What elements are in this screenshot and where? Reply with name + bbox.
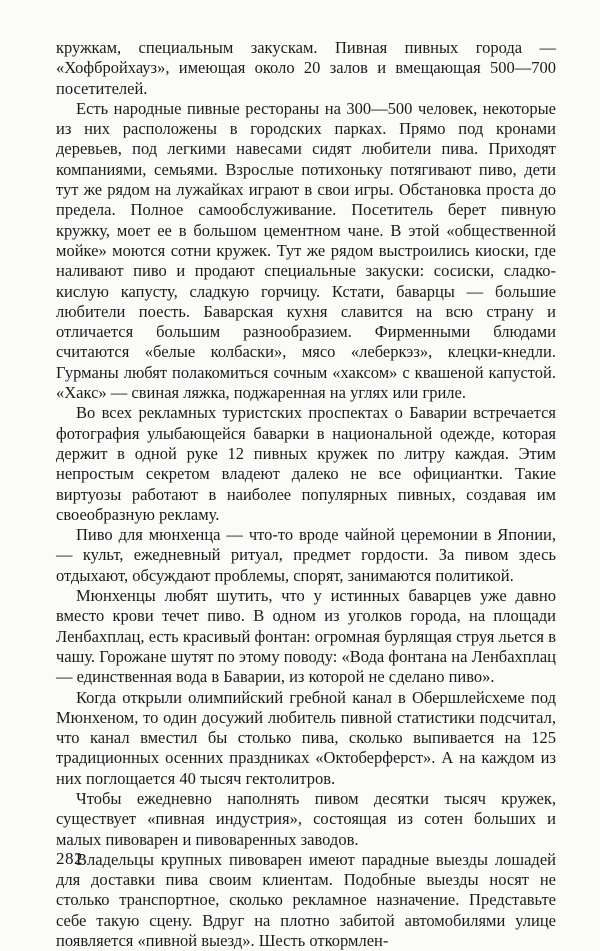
paragraph-waitress: Во всех рекламных туристских проспектах о Баварии встречается фотография улыбающейся баварки в национальной одежде, которая держит в одной руке 12 пивных кружек по литру каждая. Этим непростым секретом владеют далеко не все официантки. Такие виртуозы работают в наиболее популярных пивных, создавая им своеобразную рекламу.: [56, 403, 556, 524]
page-number: 282: [56, 849, 83, 868]
paragraph-continued: кружкам, специальным закускам. Пивная пивных города — «Хофбройхауз», имеющая около 20 залов и вмещающая 500—700 посетителей.: [56, 38, 556, 98]
paragraph-fountain: Мюнхенцы любят шутить, что у истинных баварцев уже давно вместо крови течет пиво. В одном из уголков города, на площади Ленбахплац, есть красивый фонтан: огромная бурлящая струя льется в чашу. Горожане шутят по этому поводу: «Вода фонтана на Ленбахплац — единственная вода в Баварии, из которой не сделано пиво».: [56, 586, 556, 687]
paragraph-rowing-canal: Когда открыли олимпийский гребной канал в Обершлейсхеме под Мюнхеном, то один досужий любитель пивной статистики подсчитал, что канал вместил бы столько пива, сколько выпивается на 125 традиционных осенних праздниках «Октоберферст». А на каждом из них поглощается 40 тысяч гектолитров.: [56, 687, 556, 788]
paragraph-beer-ceremony: Пиво для мюнхенца — что-то вроде чайной церемонии в Японии, — культ, ежедневный ритуал, предмет гордости. За пивом здесь отдыхают, обсуждают проблемы, спорят, занимаются политикой.: [56, 525, 556, 585]
paragraph-brewery-carriages: Владельцы крупных пивоварен имеют парадные выезды лошадей для доставки пива своим клиентам. Подобные выезды носят не столько транспортное, сколько рекламное назначение. Представьте себе такую сцену. Вдруг на плотно забитой автомобилями улице появляется «пивной выезд». Шесть откормлен-: [56, 849, 556, 951]
book-page: [56, 38, 556, 951]
paragraph-beer-industry: Чтобы ежедневно наполнять пивом десятки тысяч кружек, существует «пивная индустрия», состоящая из сотен больших и малых пивоварен и пивоваренных заводов.: [56, 788, 556, 849]
paragraph-beer-gardens: Есть народные пивные рестораны на 300—500 человек, некоторые из них расположены в городских парках. Прямо под кронами деревьев, под легкими навесами сидят любители пива. Приходят компаниями, семьями. Взрослые потихоньку потягивают пиво, дети тут же рядом на лужайках играют в свои игры. Обстановка проста до предела. Полное самообслуживание. Посетитель берет пивную кружку, моет ее в большом цементном чане. В этой «общественной мойке» моются сотни кружек. Тут же рядом выстроились киоски, где наливают пиво и продают специальные закуски: сосиски, сладко-кислую капусту, сладкую горчицу. Кстати, баварцы — большие любители поесть. Баварская кухня славится на всю страну и отличается большим разнообразием. Фирменными блюдами считаются «белые колбаски», мясо «леберкэз», клецки-кнедли. Гурманы любят полакомиться сочным «хаксом» с квашеной капустой. «Хакс» — свиная ляжка, поджаренная на углях или гриле.: [56, 98, 556, 403]
